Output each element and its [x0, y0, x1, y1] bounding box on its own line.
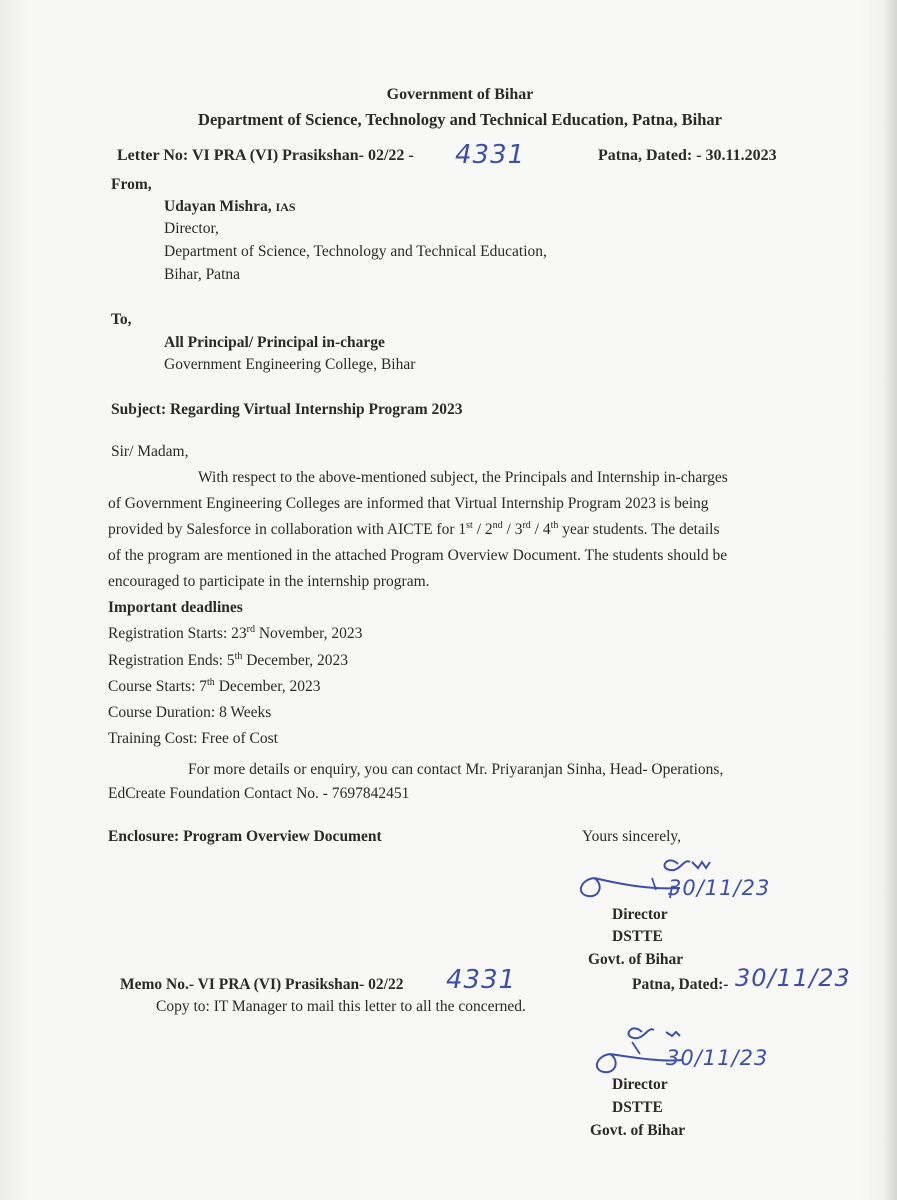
page-edge-shadow: [883, 0, 897, 1200]
memo-handwritten-date: 30/11/23: [735, 964, 851, 992]
registration-start-text: Registration Starts: 23: [108, 625, 247, 642]
registration-end: [108, 652, 348, 670]
body-line-4: of the program are mentioned in the attached Program Overview Document. The students should be: [108, 547, 728, 564]
memo-handwritten-number: 4331: [446, 965, 517, 995]
closing: Yours sincerely,: [582, 828, 682, 845]
enclosure: Enclosure: Program Overview Document: [108, 828, 382, 845]
course-start: [108, 678, 321, 696]
body-line-2: of Government Engineering Colleges are informed that Virtual Internship Program 2023 is being: [108, 495, 709, 512]
from-label: From,: [111, 176, 152, 193]
signature-2-handwritten-date: 30/11/23: [666, 1046, 769, 1070]
copy-to: Copy to: IT Manager to mail this letter to all the concerned.: [156, 998, 526, 1015]
recipient: All Principal/ Principal in-charge: [164, 334, 385, 351]
sender-name-line: [164, 198, 296, 216]
signature-1-title: Director: [612, 906, 668, 923]
year-2-suffix: nd: [492, 519, 503, 531]
signature-2-org: DSTTE: [612, 1099, 663, 1116]
year-separator: /: [502, 521, 515, 538]
year-1-suffix: st: [466, 519, 473, 531]
course-start-suffix: th: [207, 676, 215, 688]
registration-start-month: November, 2023: [254, 625, 363, 642]
handwritten-letter-number: 4331: [455, 140, 526, 170]
year-separator: /: [530, 521, 543, 538]
body-line-1: With respect to the above-mentioned subject, the Principals and Internship in-charges: [198, 469, 728, 486]
registration-end-suffix: th: [234, 650, 243, 662]
course-start-month: December, 2023: [214, 678, 321, 695]
salutation: Sir/ Madam,: [111, 443, 189, 460]
recipient-institution: Government Engineering College, Bihar: [164, 356, 416, 373]
signature-1-handwritten-date: 30/11/23: [668, 876, 771, 900]
letter-place-date: Patna, Dated: - 30.11.2023: [598, 147, 777, 164]
registration-start-suffix: rd: [246, 623, 255, 635]
year-separator: /: [472, 521, 485, 538]
training-cost: Training Cost: Free of Cost: [108, 730, 278, 747]
registration-end-text: Registration Ends: 5: [108, 652, 235, 669]
memo-number: Memo No.- VI PRA (VI) Prasikshan- 02/22: [120, 976, 404, 993]
sender-location: Bihar, Patna: [164, 266, 241, 283]
contact-line-1: For more details or enquiry, you can contact Mr. Priyaranjan Sinha, Head- Operations,: [188, 761, 724, 778]
year-3-suffix: rd: [522, 519, 531, 531]
sender-name: Udayan Mishra,: [164, 198, 272, 215]
registration-end-month: December, 2023: [242, 652, 349, 669]
body-line-3-start: provided by Salesforce in collaboration with AICTE for 1: [108, 521, 467, 538]
course-duration: Course Duration: 8 Weeks: [108, 704, 272, 721]
to-label: To,: [111, 311, 132, 328]
signature-2-title: Director: [612, 1076, 668, 1093]
year-2: 2: [484, 521, 493, 538]
memo-place-date: Patna, Dated:-: [632, 976, 729, 993]
sender-designation: Director,: [164, 220, 219, 237]
body-line-3: [108, 521, 720, 539]
header-government: Government of Bihar: [386, 86, 534, 103]
body-line-3-end: year students. The details: [558, 521, 720, 538]
signature-1-gov: Govt. of Bihar: [588, 951, 684, 968]
year-3: 3: [514, 521, 523, 538]
header-department: Department of Science, Technology and Technical Education, Patna, Bihar: [198, 110, 722, 129]
registration-start: [108, 625, 362, 643]
deadlines-heading: Important deadlines: [108, 599, 243, 616]
subject: Subject: Regarding Virtual Internship Program 2023: [111, 401, 463, 418]
year-4: 4: [542, 521, 551, 538]
signature-1-org: DSTTE: [612, 928, 663, 945]
signature-2-gov: Govt. of Bihar: [590, 1122, 686, 1139]
contact-line-2: EdCreate Foundation Contact No. - 7697842451: [108, 785, 410, 802]
letter-number: Letter No: VI PRA (VI) Prasikshan- 02/22 -: [117, 147, 414, 164]
sender-department: Department of Science, Technology and Technical Education,: [164, 243, 547, 260]
body-line-5: encouraged to participate in the internship program.: [108, 573, 430, 590]
year-4-suffix: th: [550, 519, 559, 531]
course-start-text: Course Starts: 7: [108, 678, 208, 695]
sender-name-suffix: IAS: [275, 200, 296, 214]
